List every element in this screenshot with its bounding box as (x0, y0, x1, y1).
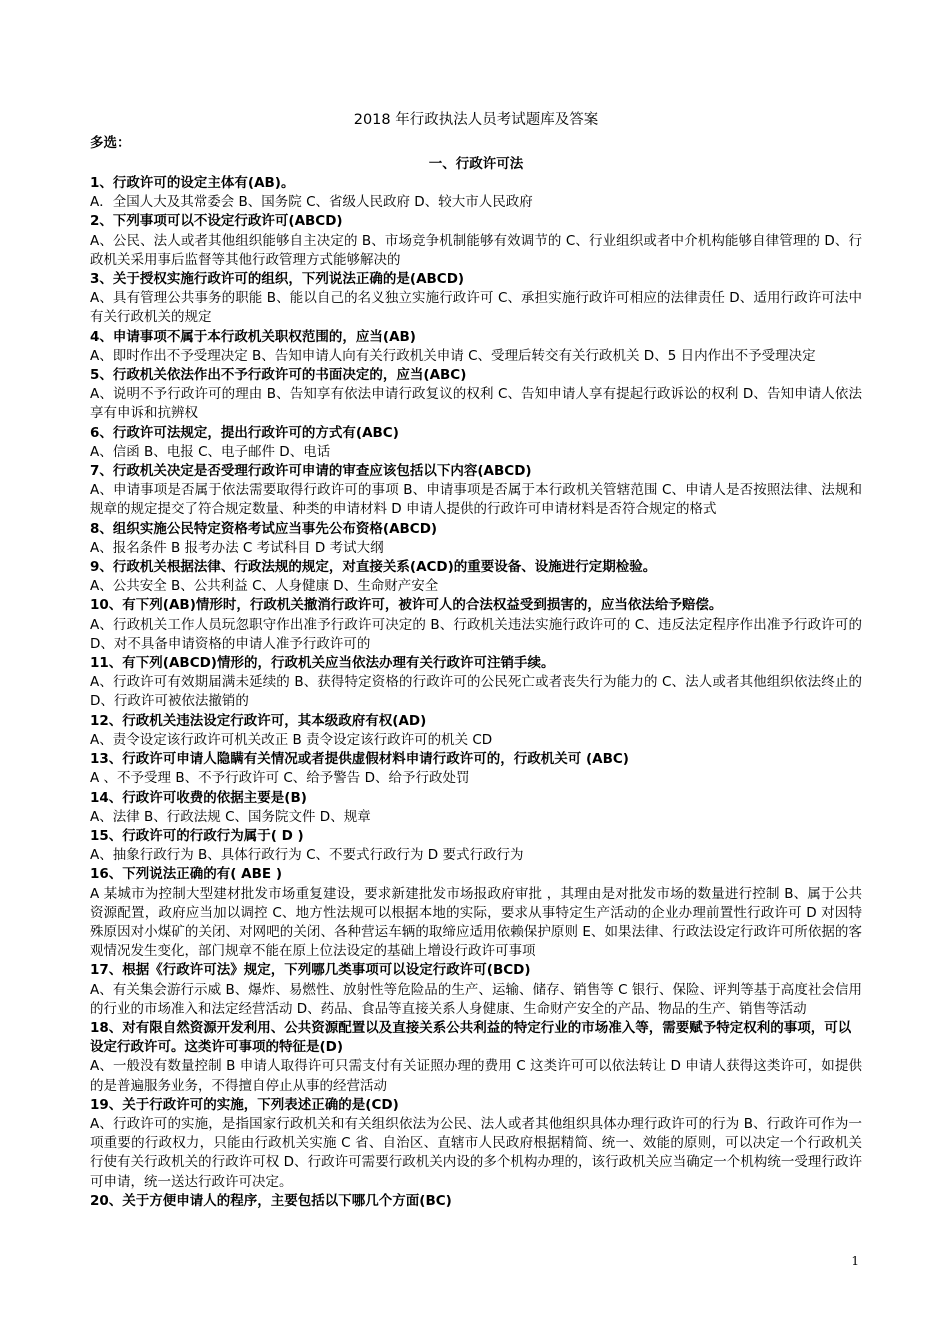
answer-options: A、行政许可的实施，是指国家行政机关和有关组织依法为公民、法人或者其他组织具体办理行政许可的行为 B、行政许可作为一项重要的行政权力，只能由行政机关实施 C 省、自治区、直辖市人民政府根据精简、统一、效能的原则，可以决定一个行政机关行使有关行政机关的行政许可权 D、行政许可需要行政机关内设的多个机构办理的，该行政机关应当确定一个机构统一受理行政许可申请，统一送达行政许可决定。 (90, 1115, 862, 1190)
answer-options: A 某城市为控制大型建材批发市场重复建设，要求新建批发市场报政府审批 ，其理由是对批发市场的数量进行控制 B、属于公共资源配置，政府应当加以调控 C、地方性法规可以根据本地的实际，要求从事特定生产活动的企业办理前置性行政许可 D 对因特殊原因对小煤矿的关闭、对网吧的关闭、各种营运车辆的取缔应适用依赖保护原则 E、如果法律、行政法设定行政许可所依据的客观情况发生变化，部门规章不能在原上位法设定的基础上增设行政许可事项 (90, 885, 862, 960)
answer-options: A、公民、法人或者其他组织能够自主决定的 B、市场竞争机制能够有效调节的 C、行业组织或者中介机构能够自律管理的 D、行政机关采用事后监督等其他行政管理方式能够解决的 (90, 232, 862, 268)
question-text: 20、关于方便申请人的程序，主要包括以下哪几个方面(BC) (90, 1192, 452, 1209)
question-item (90, 789, 862, 827)
question-item (90, 212, 862, 270)
question-item (90, 596, 862, 654)
question-item (90, 328, 862, 366)
page-number: 1 (851, 1254, 859, 1268)
answer-options: A、说明不予行政许可的理由 B、告知享有依法申请行政复议的权利 C、告知申请人享有提起行政诉讼的权利 D、告知申请人依法享有申诉和抗辨权 (90, 386, 862, 422)
answer-options: A．全国人大及其常委会 B、国务院 C、省级人民政府 D、较大市人民政府 (90, 194, 533, 211)
document-title: 2018 年行政执法人员考试题库及答案 (353, 112, 599, 128)
question-text: 17、根据《行政许可法》规定，下列哪几类事项可以设定行政许可(BCD) (90, 962, 531, 979)
question-text: 4、申请事项不属于本行政机关职权范围的，应当(AB) (90, 328, 416, 345)
section-title: 一、行政许可法 (428, 156, 524, 172)
answer-options: A、报名条件 B 报考办法 C 考试科目 D 考试大纲 (90, 539, 384, 556)
question-item (90, 1019, 862, 1096)
document-page (90, 108, 862, 1211)
answer-options: A、即时作出不予受理决定 B、告知申请人向有关行政机关申请 C、受理后转交有关行政机关 D、5 日内作出不予受理决定 (90, 347, 816, 364)
question-text: 7、行政机关决定是否受理行政许可申请的审查应该包括以下内容(ABCD) (90, 463, 532, 480)
answer-options: A、抽象行政行为 B、具体行政行为 C、不要式行政行为 D 要式行政行为 (90, 847, 524, 864)
question-text: 16、下列说法正确的有( ABE ) (90, 866, 282, 883)
question-text: 11、有下列(ABCD)情形的，行政机关应当依法办理有关行政许可注销手续。 (90, 655, 555, 672)
question-item (90, 174, 862, 212)
question-text: 15、行政许可的行政行为属于( D ) (90, 827, 304, 844)
question-item (90, 712, 862, 750)
answer-options: A、公共安全 B、公共利益 C、人身健康 D、生命财产安全 (90, 578, 439, 595)
answer-options: A、具有管理公共事务的职能 B、能以自己的名义独立实施行政许可 C、承担实施行政许可相应的法律责任 D、适用行政许可法中有关行政机关的规定 (90, 290, 862, 326)
question-type-label: 多选： (90, 135, 131, 151)
question-item (90, 865, 862, 961)
answer-options: A、行政机关工作人员玩忽职守作出准予行政许可决定的 B、行政机关违法实施行政许可的 C、违反法定程序作出准予行政许可的 D、对不具备申请资格的申请人准予行政许可的 (90, 616, 862, 652)
answer-options: A、有关集会游行示威 B、爆炸、易燃性、放射性等危险品的生产、运输、储存、销售等 C 银行、保险、评判等基于高度社会信用的行业的市场准入和法定经营活动 D、药品、食品等直接关系人身健康、生命财产安全的产品、物品的生产、销售等活动 (90, 981, 862, 1017)
question-text: 9、行政机关根据法律、行政法规的规定，对直接关系(ACD)的重要设备、设施进行定期检验。 (90, 559, 657, 576)
question-text: 13、行政许可申请人隐瞒有关情况或者提供虚假材料申请行政许可的，行政机关可 (ABC) (90, 751, 629, 768)
question-text: 18、对有限自然资源开发利用、公共资源配置以及直接关系公共利益的特定行业的市场准入等，需要赋予特定权利的事项，可以设定行政许可。这类许可事项的特征是(D) (90, 1019, 852, 1056)
question-item (90, 654, 862, 712)
question-item (90, 750, 862, 788)
question-text: 19、关于行政许可的实施，下列表述正确的是(CD) (90, 1096, 399, 1113)
question-item (90, 1192, 862, 1211)
question-item (90, 961, 862, 1019)
answer-options: A 、不予受理 B、不予行政许可 C、给予警告 D、给予行政处罚 (90, 770, 470, 787)
answer-options: A、信函 B、电报 C、电子邮件 D、电话 (90, 443, 331, 460)
question-item (90, 270, 862, 328)
question-text: 5、行政机关依法作出不予行政许可的书面决定的，应当(ABC) (90, 367, 467, 384)
question-item (90, 462, 862, 520)
answer-options: A、行政许可有效期届满未延续的 B、获得特定资格的行政许可的公民死亡或者丧失行为能力的 C、法人或者其他组织依法终止的 D、行政许可被依法撤销的 (90, 674, 862, 710)
question-list (90, 174, 862, 1211)
question-text: 6、行政许可法规定，提出行政许可的方式有(ABC) (90, 424, 399, 441)
question-item (90, 366, 862, 424)
question-text: 8、组织实施公民特定资格考试应当事先公布资格(ABCD) (90, 520, 438, 537)
answer-options: A、法律 B、行政法规 C、国务院文件 D、规章 (90, 808, 371, 825)
question-item (90, 827, 862, 865)
question-item (90, 424, 862, 462)
answer-options: A、申请事项是否属于依法需要取得行政许可的事项 B、申请事项是否属于本行政机关管辖范围 C、申请人是否按照法律、法规和规章的规定提交了符合规定数量、种类的申请材料 D 申请人提供的行政许可申请材料是否符合规定的格式 (90, 482, 862, 518)
question-text: 12、行政机关违法设定行政许可，其本级政府有权(AD) (90, 712, 427, 729)
answer-options: A、一般没有数量控制 B 申请人取得许可只需支付有关证照办理的费用 C 这类许可可以依法转让 D 申请人获得这类许可，如提供的是普遍服务业务，不得擅自停止从事的经营活动 (90, 1058, 862, 1094)
question-text: 3、关于授权实施行政许可的组织，下列说法正确的是(ABCD) (90, 271, 465, 288)
question-item (90, 558, 862, 596)
question-text: 10、有下列(AB)情形时，行政机关撤消行政许可，被许可人的合法权益受到损害的，应当依法给予赔偿。 (90, 597, 723, 614)
answer-options: A、责令设定该行政许可机关改正 B 责令设定该行政许可的机关 CD (90, 731, 493, 748)
question-item (90, 520, 862, 558)
question-text: 14、行政许可收费的依据主要是(B) (90, 789, 307, 806)
question-text: 1、行政许可的设定主体有(AB)。 (90, 175, 295, 191)
question-text: 2、下列事项可以不设定行政许可(ABCD) (90, 213, 343, 230)
question-item (90, 1096, 862, 1192)
